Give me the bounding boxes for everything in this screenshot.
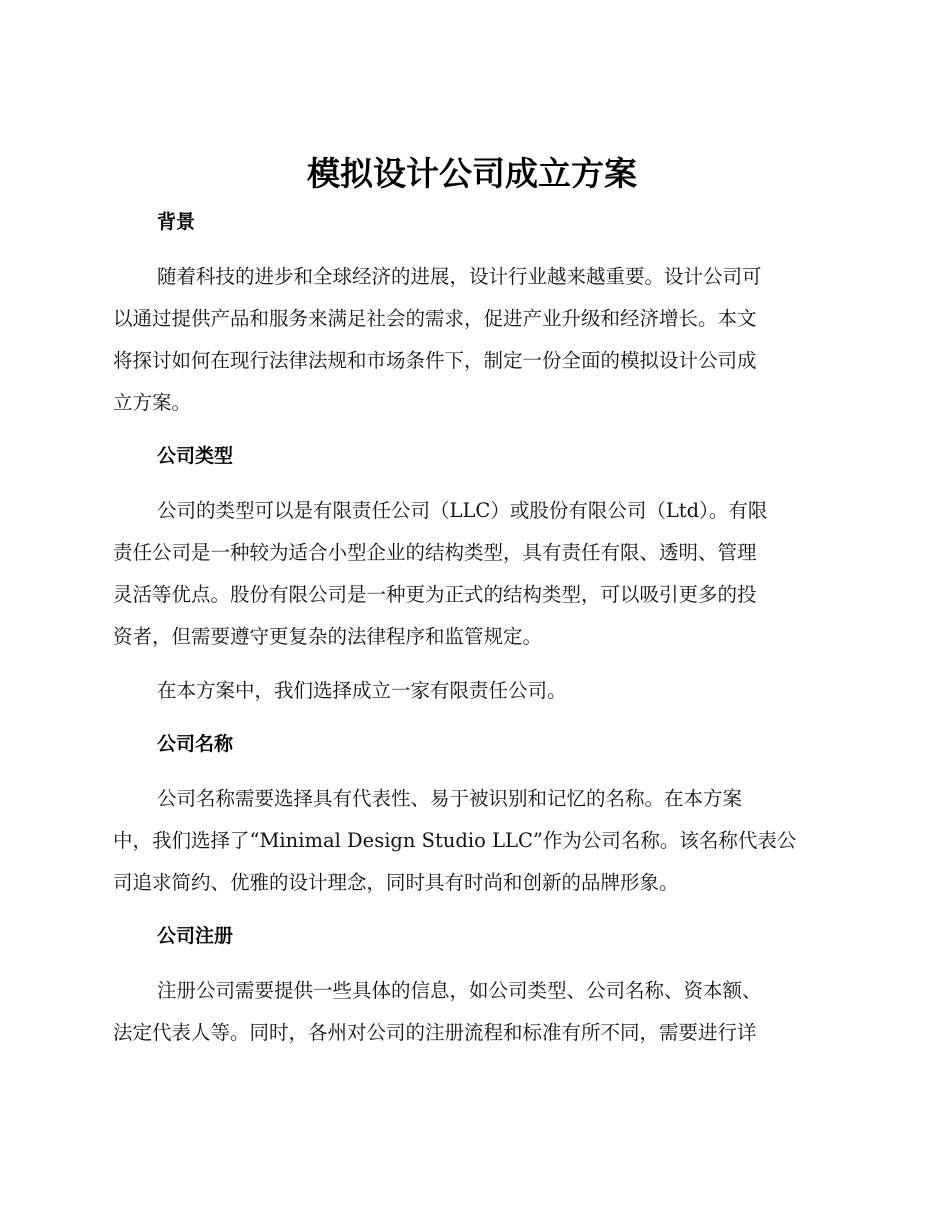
paragraph-line: 以通过提供产品和服务来满足社会的需求，促进产业升级和经济增长。本文 [113, 307, 757, 330]
section-heading-company-registration: 公司注册 [157, 925, 234, 947]
section-heading-company-type: 公司类型 [157, 445, 234, 467]
paragraph-line: 公司的类型可以是有限责任公司（LLC）或股份有限公司（Ltd）。有限 [157, 499, 768, 522]
paragraph-line: 资者，但需要遵守更复杂的法律程序和监管规定。 [113, 625, 543, 648]
paragraph-line: 注册公司需要提供一些具体的信息，如公司类型、公司名称、资本额、 [157, 979, 762, 1002]
document-page [113, 148, 831, 1054]
background-paragraph [113, 256, 831, 424]
paragraph-line: 中，我们选择了“Minimal Design Studio LLC”作为公司名称。该名称代表公 [113, 829, 797, 852]
paragraph-line: 随着科技的进步和全球经济的进展，设计行业越来越重要。设计公司可 [157, 265, 762, 288]
document-title: 模拟设计公司成立方案 [307, 154, 637, 193]
paragraph-line: 司追求简约、优雅的设计理念，同时具有时尚和创新的品牌形象。 [113, 871, 679, 894]
paragraph-line: 责任公司是一种较为适合小型企业的结构类型，具有责任有限、透明、管理 [113, 541, 757, 564]
paragraph-line: 立方案。 [113, 391, 192, 414]
company-registration-paragraph [113, 970, 831, 1054]
paragraph-line: 将探讨如何在现行法律法规和市场条件下，制定一份全面的模拟设计公司成 [113, 349, 757, 372]
paragraph-line: 法定代表人等。同时，各州对公司的注册流程和标准有所不同，需要进行详 [113, 1021, 757, 1044]
paragraph-line: 灵活等优点。股份有限公司是一种更为正式的结构类型，可以吸引更多的投 [113, 583, 757, 606]
company-type-paragraph [113, 490, 831, 658]
section-heading-company-name: 公司名称 [157, 733, 234, 755]
company-type-conclusion [113, 670, 831, 712]
company-name-paragraph [113, 778, 831, 904]
section-heading-background: 背景 [157, 211, 196, 233]
paragraph-line: 在本方案中，我们选择成立一家有限责任公司。 [157, 679, 567, 702]
paragraph-line: 公司名称需要选择具有代表性、易于被识别和记忆的名称。在本方案 [157, 787, 743, 810]
